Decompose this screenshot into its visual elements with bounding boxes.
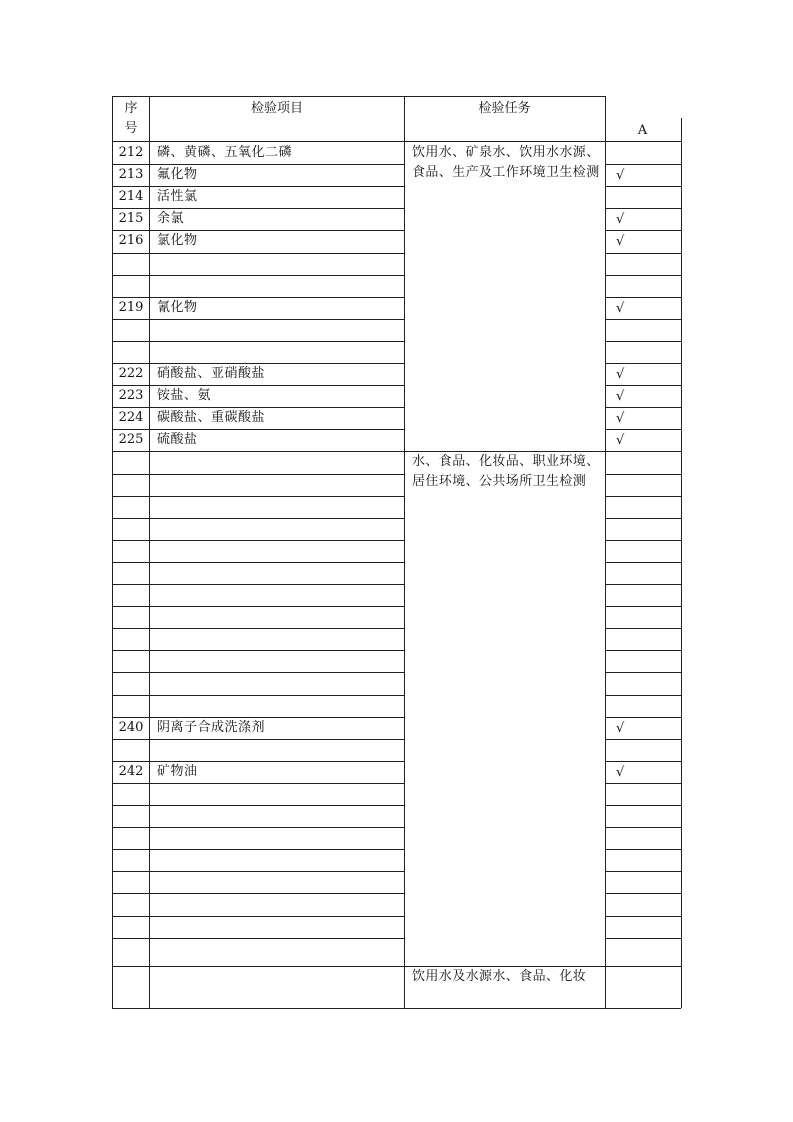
- row-divider: [112, 208, 404, 209]
- row-divider: [605, 474, 681, 475]
- row-item: 氯化物: [157, 233, 198, 248]
- row-divider: [605, 783, 681, 784]
- row-item: 磷、黄磷、五氧化二磷: [157, 145, 293, 160]
- row-number: 216: [118, 233, 144, 248]
- row-divider: [112, 871, 404, 872]
- row-divider: [605, 717, 681, 718]
- row-divider: [605, 739, 681, 740]
- row-divider: [112, 739, 404, 740]
- row-divider: [112, 628, 404, 629]
- row-divider: [112, 297, 404, 298]
- row-divider: [112, 893, 404, 894]
- row-divider: [605, 363, 681, 364]
- row-item: 阴离子合成洗涤剂: [157, 720, 266, 735]
- row-divider: [605, 297, 681, 298]
- header-task: 检验任务: [478, 101, 531, 116]
- row-divider: [112, 429, 404, 430]
- check-mark: √: [616, 433, 625, 448]
- row-item: 硫酸盐: [157, 432, 198, 447]
- row-number: 219: [118, 300, 144, 315]
- row-number: 214: [118, 189, 144, 204]
- row-divider: [605, 540, 681, 541]
- row-divider: [605, 208, 681, 209]
- table-top-border: [112, 96, 605, 97]
- row-number: 223: [118, 388, 144, 403]
- row-divider: [605, 230, 681, 231]
- task-text-1: 饮用水、矿泉水、饮用水水源、食品、生产及工作环境卫生检测: [412, 145, 600, 180]
- row-item: 硝酸盐、亚硝酸盐: [157, 366, 266, 381]
- table-bottom-border: [112, 1008, 681, 1009]
- row-divider: [112, 783, 404, 784]
- row-divider: [605, 916, 681, 917]
- row-divider: [112, 827, 404, 828]
- row-divider: [605, 938, 681, 939]
- table-right-border: [681, 118, 682, 1008]
- row-divider: [112, 253, 404, 254]
- row-divider: [605, 429, 681, 430]
- row-number: 215: [118, 211, 144, 226]
- check-mark: √: [616, 234, 625, 249]
- row-divider: [112, 496, 404, 497]
- row-number: 213: [118, 167, 144, 182]
- row-item: 铵盐、氨: [157, 388, 212, 403]
- row-divider: [605, 319, 681, 320]
- task-text-3: 饮用水及水源水、食品、化妆: [412, 969, 587, 984]
- check-mark: √: [616, 389, 625, 404]
- row-divider: [605, 761, 681, 762]
- header-item: 检验项目: [250, 101, 303, 116]
- row-number: 225: [118, 432, 144, 447]
- row-divider: [605, 628, 681, 629]
- row-divider: [605, 805, 681, 806]
- row-divider: [112, 363, 404, 364]
- row-divider: [112, 319, 404, 320]
- row-divider: [605, 827, 681, 828]
- row-divider: [605, 584, 681, 585]
- check-mark: √: [616, 721, 625, 736]
- row-item: 碳酸盐、重碳酸盐: [157, 410, 266, 425]
- row-divider: [605, 695, 681, 696]
- row-divider: [605, 253, 681, 254]
- row-divider: [112, 650, 404, 651]
- check-mark: √: [616, 212, 625, 227]
- row-divider: [112, 695, 404, 696]
- row-divider: [605, 451, 681, 452]
- row-divider: [605, 186, 681, 187]
- row-divider: [112, 385, 404, 386]
- row-divider: [112, 341, 404, 342]
- row-divider: [605, 871, 681, 872]
- task-text-2: 水、食品、化妆品、职业环境、居住环境、公共场所卫生检测: [412, 454, 600, 489]
- column-divider: [404, 96, 405, 1008]
- header-seq: [113, 99, 149, 139]
- header-col-a: A: [637, 123, 648, 138]
- row-item: 氟化物: [157, 167, 198, 182]
- row-divider: [112, 540, 404, 541]
- check-mark: √: [616, 765, 625, 780]
- row-number: 242: [118, 764, 144, 779]
- row-divider: [112, 407, 404, 408]
- row-divider: [605, 385, 681, 386]
- row-divider: [605, 518, 681, 519]
- row-divider: [605, 407, 681, 408]
- row-item: 矿物油: [157, 764, 198, 779]
- row-divider: [112, 562, 404, 563]
- row-divider: [605, 164, 681, 165]
- check-mark: √: [616, 168, 625, 183]
- row-divider: [605, 606, 681, 607]
- row-divider: [112, 451, 404, 452]
- header-divider: [112, 141, 681, 142]
- row-divider: [605, 849, 681, 850]
- row-divider: [605, 341, 681, 342]
- row-divider: [112, 916, 404, 917]
- row-divider: [605, 562, 681, 563]
- row-number: 240: [118, 720, 144, 735]
- row-divider: [112, 805, 404, 806]
- row-number: 224: [118, 410, 144, 425]
- check-mark: √: [616, 301, 625, 316]
- row-divider: [112, 606, 404, 607]
- column-divider: [149, 96, 150, 1008]
- row-divider: [112, 938, 404, 939]
- task-group-divider: [112, 966, 681, 967]
- row-divider: [605, 275, 681, 276]
- row-divider: [112, 186, 404, 187]
- header-seq-line1: 序: [124, 101, 138, 116]
- row-divider: [112, 584, 404, 585]
- row-divider: [112, 518, 404, 519]
- row-divider: [605, 496, 681, 497]
- row-divider: [112, 164, 404, 165]
- row-item: 余氯: [157, 211, 185, 226]
- task-group-divider: [404, 451, 605, 452]
- row-divider: [112, 849, 404, 850]
- row-divider: [112, 474, 404, 475]
- row-number: 222: [118, 366, 144, 381]
- row-divider: [112, 717, 404, 718]
- check-mark: √: [616, 411, 625, 426]
- row-divider: [605, 650, 681, 651]
- row-divider: [112, 275, 404, 276]
- row-divider: [605, 672, 681, 673]
- row-divider: [112, 230, 404, 231]
- row-number: 212: [118, 145, 144, 160]
- row-divider: [112, 672, 404, 673]
- row-item: 活性氯: [157, 189, 198, 204]
- column-divider: [605, 96, 606, 1008]
- row-item: 氰化物: [157, 300, 198, 315]
- row-divider: [112, 761, 404, 762]
- table-left-border: [112, 96, 113, 1008]
- header-seq-line2: 号: [124, 121, 138, 136]
- row-divider: [605, 893, 681, 894]
- check-mark: √: [616, 367, 625, 382]
